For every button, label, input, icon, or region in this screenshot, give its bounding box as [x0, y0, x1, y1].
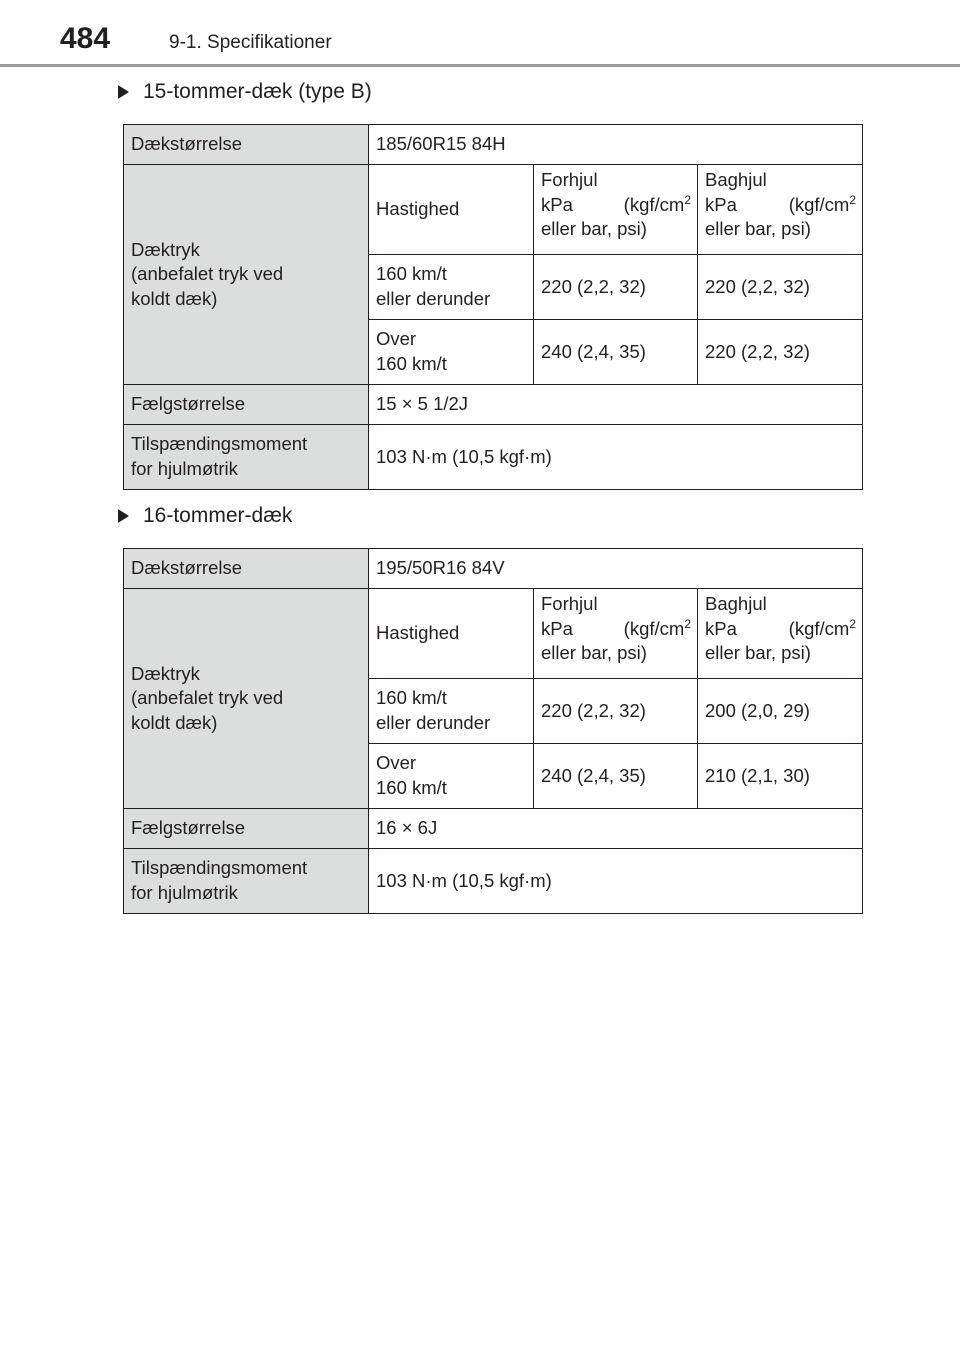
speed-header: Hastighed [369, 165, 534, 255]
table-row [124, 549, 863, 589]
header-line: Forhjul [541, 169, 598, 190]
table-row [124, 125, 863, 165]
front-wheel-header [534, 589, 698, 679]
tire-spec-table-16inch [123, 548, 863, 914]
table-heading-16inch [118, 504, 292, 528]
torque-label-line: for hjulmøtrik [131, 882, 238, 903]
torque-label [124, 849, 369, 914]
header-line: eller bar, psi) [541, 218, 647, 240]
table-heading-15inch [118, 80, 372, 104]
speed-line: Over [376, 752, 417, 774]
unit-kgf [789, 617, 856, 642]
unit-kpa: kPa [705, 617, 737, 639]
unit-kpa: kPa [705, 193, 737, 215]
pressure-label-line: Dæktryk [131, 662, 200, 684]
rear-wheel-header [698, 589, 863, 679]
header-divider [0, 64, 960, 67]
table-row [124, 589, 863, 679]
heading-text: 16-tommer-dæk [143, 504, 293, 527]
header-line [705, 193, 856, 218]
heading-text: 15-tommer-dæk (type B) [143, 80, 372, 103]
header-line [541, 617, 691, 642]
header-line: eller bar, psi) [541, 642, 647, 664]
pressure-label [124, 165, 369, 385]
section-title: 9-1. Specifikationer [169, 32, 332, 53]
front-wheel-header [534, 165, 698, 255]
speed-line: Over [376, 328, 417, 350]
superscript: 2 [684, 192, 691, 207]
torque-label [124, 425, 369, 490]
triangle-bullet-icon [118, 85, 129, 99]
speed-line: eller derunder [376, 712, 491, 733]
front-pressure-cell: 240 (2,4, 35) [534, 744, 698, 809]
header-line: eller bar, psi) [705, 642, 811, 664]
torque-value: 103 N·m (10,5 kgf·m) [369, 849, 863, 914]
speed-cell [369, 255, 534, 320]
torque-label-line: Tilspændingsmoment [131, 433, 308, 455]
speed-line: eller derunder [376, 288, 491, 309]
pressure-label-line: (anbefalet tryk ved [131, 263, 284, 285]
page-number: 484 [60, 22, 111, 55]
torque-label-line: for hjulmøtrik [131, 458, 238, 479]
triangle-bullet-icon [118, 509, 129, 523]
speed-cell [369, 679, 534, 744]
header-line: Baghjul [705, 169, 767, 190]
rim-size-label: Fælgstørrelse [124, 385, 369, 425]
table-row [124, 809, 863, 849]
pressure-label-line: koldt dæk) [131, 287, 218, 309]
front-pressure-cell: 240 (2,4, 35) [534, 320, 698, 385]
rear-pressure-cell: 210 (2,1, 30) [698, 744, 863, 809]
table-row [124, 425, 863, 490]
front-pressure-cell: 220 (2,2, 32) [534, 255, 698, 320]
tire-spec-table-15inch [123, 124, 863, 490]
table-row [124, 849, 863, 914]
unit-kpa: kPa [541, 193, 573, 215]
rear-wheel-header [698, 165, 863, 255]
unit-kgf-text: (kgf/cm [623, 617, 685, 639]
rim-size-label: Fælgstørrelse [124, 809, 369, 849]
pressure-label-line: (anbefalet tryk ved [131, 687, 284, 709]
unit-kgf-text: (kgf/cm [788, 617, 850, 639]
speed-line: 160 km/t [376, 353, 447, 374]
rear-pressure-cell: 200 (2,0, 29) [698, 679, 863, 744]
table-row [124, 165, 863, 255]
speed-line: 160 km/t [376, 263, 447, 285]
speed-cell [369, 744, 534, 809]
torque-value: 103 N·m (10,5 kgf·m) [369, 425, 863, 490]
pressure-label-line: Dæktryk [131, 238, 200, 260]
table-row [124, 385, 863, 425]
speed-line: 160 km/t [376, 777, 447, 798]
tire-size-label: Dækstørrelse [124, 549, 369, 589]
superscript: 2 [849, 616, 856, 631]
torque-label-line: Tilspændingsmoment [131, 857, 308, 879]
rim-size-value: 16 × 6J [369, 809, 863, 849]
page-header [0, 0, 960, 64]
pressure-label [124, 589, 369, 809]
tire-size-label: Dækstørrelse [124, 125, 369, 165]
unit-kgf [789, 193, 856, 218]
tire-size-value: 195/50R16 84V [369, 549, 863, 589]
front-pressure-cell: 220 (2,2, 32) [534, 679, 698, 744]
unit-kgf [624, 193, 691, 218]
header-line: Forhjul [541, 593, 598, 614]
speed-header: Hastighed [369, 589, 534, 679]
header-line: Baghjul [705, 593, 767, 614]
rear-pressure-cell: 220 (2,2, 32) [698, 320, 863, 385]
rim-size-value: 15 × 5 1/2J [369, 385, 863, 425]
header-line: eller bar, psi) [705, 218, 811, 240]
unit-kgf-text: (kgf/cm [788, 193, 850, 215]
unit-kgf [624, 617, 691, 642]
speed-cell [369, 320, 534, 385]
unit-kpa: kPa [541, 617, 573, 639]
speed-line: 160 km/t [376, 687, 447, 709]
pressure-label-line: koldt dæk) [131, 711, 218, 733]
header-line [705, 617, 856, 642]
header-line [541, 193, 691, 218]
tire-size-value: 185/60R15 84H [369, 125, 863, 165]
superscript: 2 [849, 192, 857, 207]
superscript: 2 [684, 616, 691, 631]
unit-kgf-text: (kgf/cm [623, 193, 685, 215]
rear-pressure-cell: 220 (2,2, 32) [698, 255, 863, 320]
